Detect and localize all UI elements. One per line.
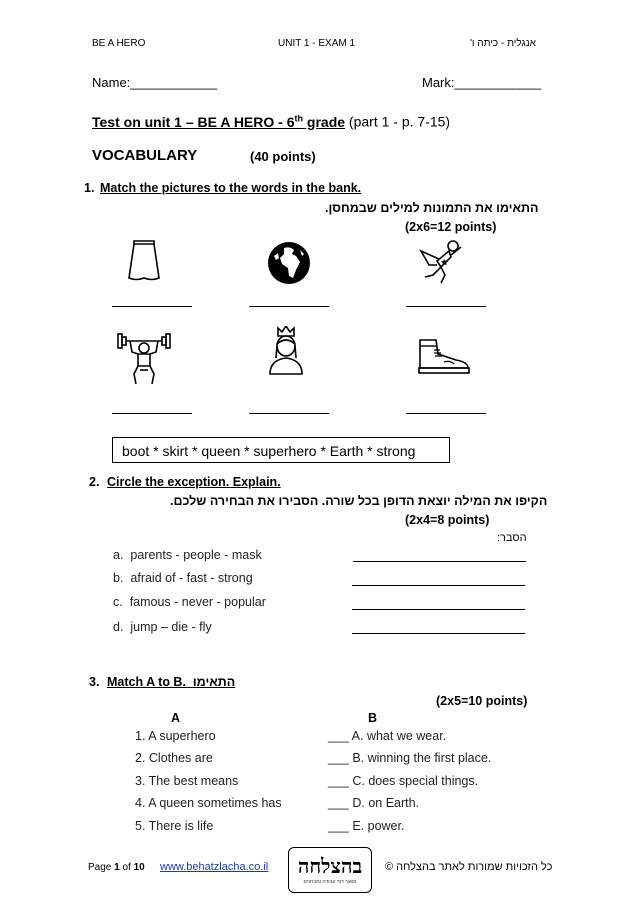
strong-icon	[116, 330, 172, 386]
q3-b-item-e[interactable]: ___ E. power.	[328, 819, 405, 833]
answer-blank[interactable]: ___	[328, 819, 349, 833]
q2-row-a[interactable]	[113, 548, 262, 562]
q3-b-item-b[interactable]: ___ B. winning the first place.	[328, 751, 492, 765]
q1-answer-line-2[interactable]	[249, 306, 329, 307]
name-label: Name:	[92, 75, 131, 90]
q3-a-item-5: 5. There is life	[135, 819, 214, 833]
q2-explain-line-c[interactable]	[352, 609, 525, 610]
q2-number: 2.	[89, 475, 100, 489]
site-link[interactable]: www.behatzlacha.co.il	[160, 861, 269, 873]
q1-answer-line-3[interactable]	[406, 306, 486, 307]
test-title	[92, 113, 450, 130]
q3-points: (2x5=10 points)	[436, 694, 528, 708]
q1-instruction: Match the pictures to the words in the bank.	[100, 181, 362, 195]
q3-instruction: Match A to B. התאימו	[107, 675, 236, 689]
header-left: BE A HERO	[92, 38, 146, 49]
title-main: Test on unit 1 – BE A HERO - 6th grade	[92, 113, 346, 130]
q3-col-a-header: A	[171, 711, 181, 725]
q2-hebrew: הקיפו את המילה יוצאת הדופן בכל שורה. הסבירו את הבחירה שלכם.	[170, 494, 548, 508]
site-logo: בהצלחה מאגר דפי עבודה ומבחנים	[288, 847, 372, 893]
earth-icon	[266, 240, 312, 286]
row-letter: c.	[113, 595, 123, 609]
q3-a-item-1: 1. A superhero	[135, 729, 216, 743]
skirt-icon	[124, 238, 164, 284]
page-indicator: Page 1 of 10	[88, 862, 145, 873]
q3-b-item-d[interactable]: ___ D. on Earth.	[328, 796, 420, 810]
q1-number: 1.	[84, 181, 95, 195]
q2-explain-line-a[interactable]	[353, 561, 526, 562]
superhero-icon	[417, 239, 467, 287]
q3-a-item-4: 4. A queen sometimes has	[135, 796, 282, 810]
mark-label: Mark:	[422, 75, 455, 90]
answer-blank[interactable]: ___	[328, 774, 349, 788]
row-text: jump – die - fly	[130, 620, 212, 634]
mark-field[interactable]	[422, 75, 541, 90]
q3-a-item-3: 3. The best means	[135, 774, 239, 788]
q3-b-item-a[interactable]: ___ A. what we wear.	[328, 729, 447, 743]
q3-a-item-2: 2. Clothes are	[135, 751, 213, 765]
q1-answer-line-4[interactable]	[112, 413, 192, 414]
header-center: UNIT 1 - EXAM 1	[278, 38, 356, 49]
answer-blank[interactable]: ___	[328, 751, 349, 765]
queen-icon	[266, 326, 306, 376]
q2-instruction: Circle the exception. Explain.	[107, 475, 281, 489]
q3-col-b-header: B	[368, 711, 378, 725]
boot-icon	[416, 338, 472, 376]
q2-row-d[interactable]	[113, 620, 212, 634]
q2-explain-line-d[interactable]	[352, 633, 525, 634]
row-text: famous - never - popular	[129, 595, 266, 609]
q1-answer-line-5[interactable]	[249, 413, 329, 414]
q3-hebrew: התאימו	[192, 675, 236, 689]
copyright-text: כל הזכויות שמורות לאתר בהצלחה ©	[385, 861, 553, 873]
q1-answer-line-1[interactable]	[112, 306, 192, 307]
row-letter: a.	[113, 548, 124, 562]
answer-blank[interactable]: ___	[328, 796, 349, 810]
q2-row-c[interactable]	[113, 595, 266, 609]
q2-explain-label: הסבר:	[497, 532, 527, 544]
row-letter: d.	[113, 620, 124, 634]
q1-points: (2x6=12 points)	[405, 220, 497, 234]
q2-explain-line-b[interactable]	[352, 585, 525, 586]
q1-hebrew: התאימו את התמונות למילים שבמחסן.	[325, 201, 539, 215]
q3-number: 3.	[89, 675, 100, 689]
word-bank: boot * skirt * queen * superhero * Earth * strong	[112, 437, 450, 463]
row-text: afraid of - fast - strong	[130, 571, 253, 585]
name-blank: ____________	[130, 75, 218, 90]
name-field[interactable]	[92, 75, 217, 90]
section-title: VOCABULARY	[92, 147, 198, 164]
q2-points: (2x4=8 points)	[405, 513, 490, 527]
section-points: (40 points)	[250, 149, 316, 164]
title-part: (part 1 - p. 7-15)	[345, 113, 451, 130]
q2-row-b[interactable]	[113, 571, 253, 585]
header-right: אנגלית - כיתה ו'	[470, 38, 536, 49]
row-text: parents - people - mask	[130, 548, 262, 562]
title-sup: th	[294, 113, 304, 123]
q1-answer-line-6[interactable]	[406, 413, 486, 414]
q3-b-item-c[interactable]: ___ C. does special things.	[328, 774, 479, 788]
row-letter: b.	[113, 571, 124, 585]
mark-blank: ____________	[454, 75, 542, 90]
answer-blank[interactable]: ___	[328, 729, 349, 743]
